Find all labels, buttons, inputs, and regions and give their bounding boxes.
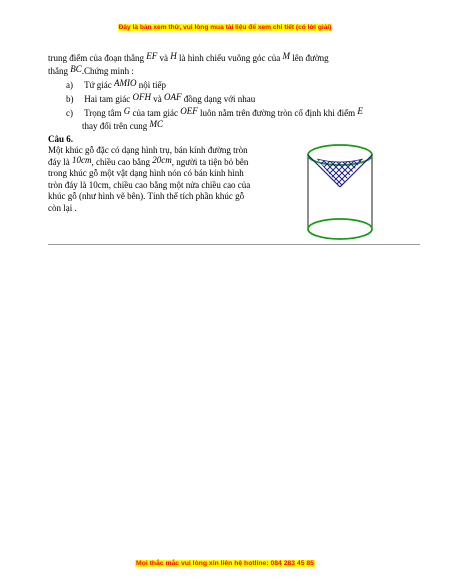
cone-hatch: [300, 143, 380, 203]
text: và: [153, 94, 162, 104]
text: Trọng tâm: [84, 108, 122, 118]
list-item-b: [66, 94, 255, 105]
text: đồng dạng với nhau: [183, 94, 256, 104]
math-e: E: [357, 106, 363, 116]
math-oaf: OAF: [163, 92, 182, 102]
question-line-2: [48, 157, 248, 168]
text: trung điểm của đoạn thẳng: [48, 53, 144, 63]
math-mc: MC: [149, 119, 163, 129]
preview-banner: [0, 24, 450, 31]
text: thẳng: [48, 66, 68, 76]
text: nội tiếp: [138, 80, 166, 90]
cylinder-cone-figure: [300, 143, 380, 243]
text: là hình chiếu vuông góc của: [178, 53, 281, 63]
section-divider: [48, 244, 420, 245]
preview-banner-text: Đây là bản xem thử, vui lòng mua tài liệu để xem chi tiết (có lời giải): [118, 24, 332, 31]
text: đáy là: [48, 157, 70, 167]
text: Tứ giác: [84, 80, 112, 90]
text: thay đổi trên cung: [82, 121, 148, 131]
item-label: a): [66, 80, 73, 90]
hotline-banner: [0, 560, 450, 567]
math-20cm: 20cm: [152, 155, 172, 165]
question-line-1: Một khúc gỗ đặc có dạng hình trụ, bán kính đường tròn: [48, 145, 248, 155]
text: của tam giác: [132, 108, 179, 118]
math-g: G: [123, 106, 131, 116]
math-bc: BC: [70, 64, 82, 74]
math-amio: AMIO: [113, 78, 137, 88]
item-label: b): [66, 94, 74, 104]
math-m: M: [282, 51, 290, 61]
math-10cm: 10cm: [72, 155, 92, 165]
text: , người ta tiện bỏ bên: [171, 157, 249, 167]
list-item-c: [66, 108, 363, 119]
text: Hai tam giác: [84, 94, 131, 104]
math-ef: EF: [146, 51, 158, 61]
list-item-c-cont: [82, 121, 163, 132]
list-item-a: [66, 80, 166, 91]
math-h: H: [170, 51, 177, 61]
hotline-banner-text: Mọi thắc mắc vui lòng xin liên hệ hotline: 084 283 45 85: [136, 560, 314, 567]
text: .Chứng minh :: [81, 66, 134, 76]
cylinder-bottom-ellipse: [308, 219, 372, 239]
math-ofh: OFH: [132, 92, 151, 102]
question-title: Câu 6.: [48, 134, 74, 144]
question-line-4: tròn đáy là 10cm, chiều cao bằng một nửa chiều cao của: [48, 180, 251, 190]
text: luôn nằm trên đường tròn cố định khi điểm: [200, 108, 356, 118]
text: và: [159, 53, 168, 63]
question-line-5: khúc gỗ (như hình vẽ bên). Tính thể tích phần khúc gỗ: [48, 191, 245, 201]
text: , chiều cao bằng: [91, 157, 150, 167]
intro-line-2: [48, 66, 134, 77]
question-line-6: còn lại .: [48, 203, 77, 213]
question-line-3: trong khúc gỗ một vật dạng hình nón có bán kính hình: [48, 168, 244, 178]
math-oef: OEF: [180, 106, 198, 116]
text: lên đường: [292, 53, 329, 63]
item-label: c): [66, 108, 73, 118]
intro-line-1: [48, 53, 329, 64]
